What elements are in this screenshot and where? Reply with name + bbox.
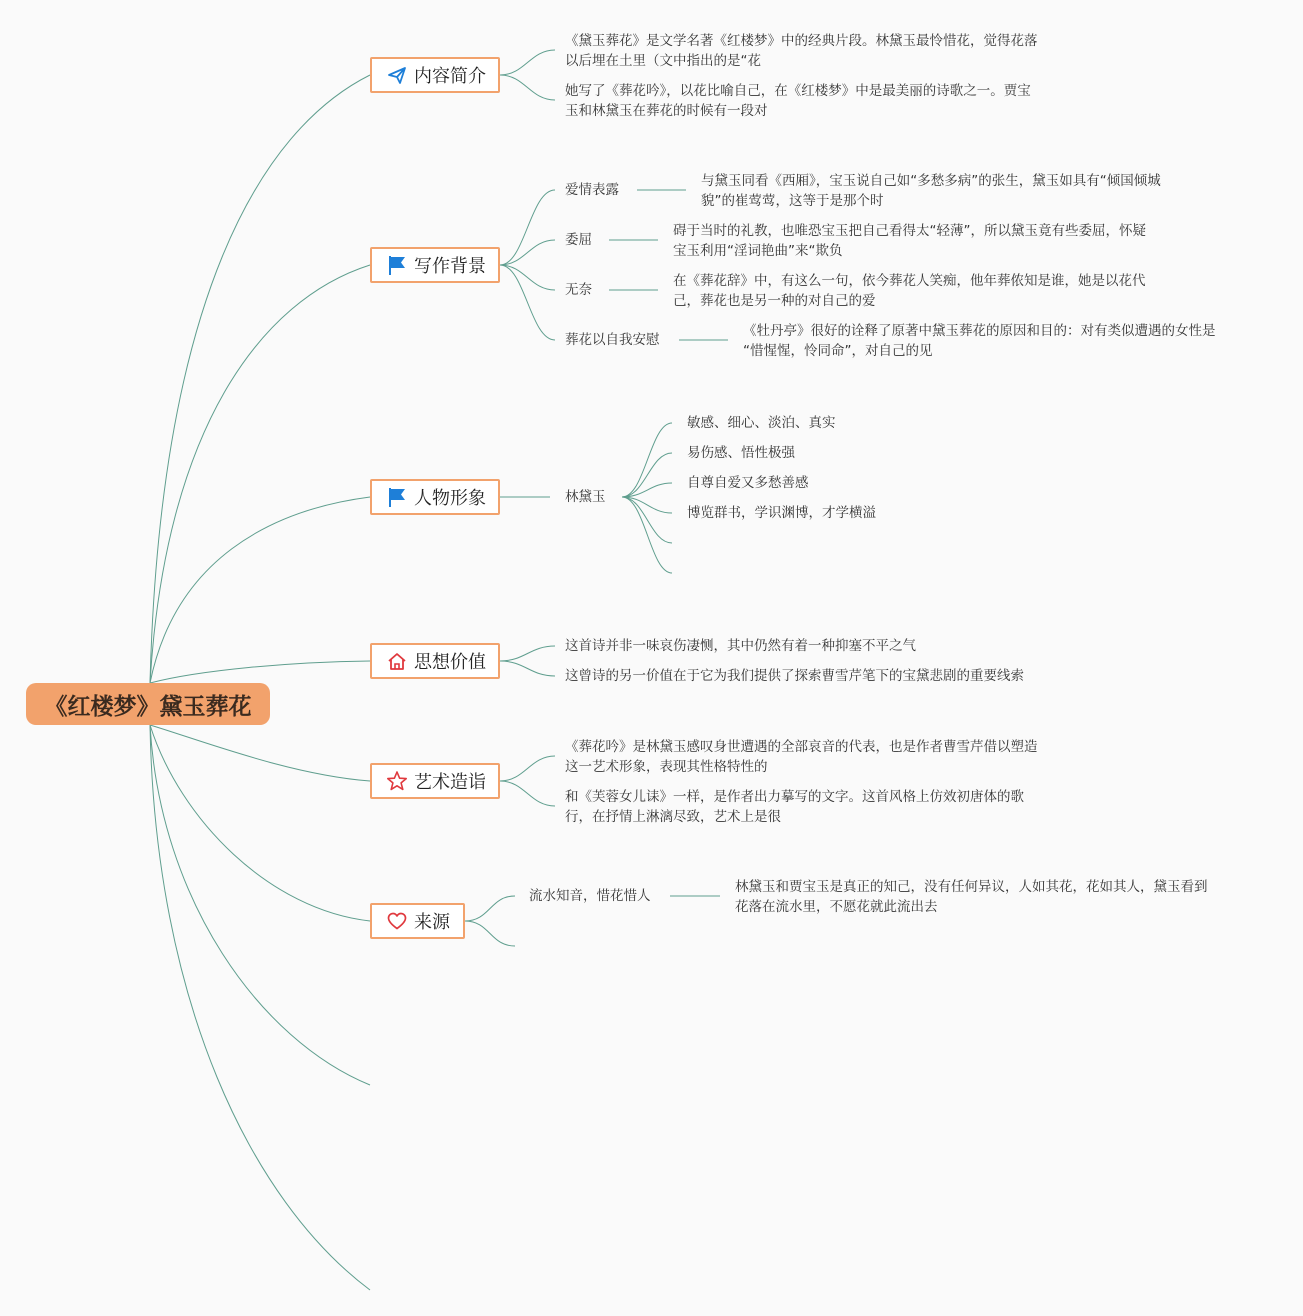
topic-character-label: 人物形象 bbox=[414, 488, 486, 509]
intro-item-2-line-1: 她写了《葬花吟》，以花比喻自己，在《红楼梦》中是最美丽的诗歌之一。贾宝 bbox=[565, 83, 1031, 99]
source-detail[interactable] bbox=[735, 877, 1208, 917]
background-detail-3[interactable] bbox=[673, 271, 1146, 311]
background-sub-2[interactable]: 委屈 bbox=[565, 232, 592, 248]
background-detail-4-line-2: “惜惺惺，怜同命”，对自己的见 bbox=[743, 343, 933, 359]
background-detail-4-line-1: 《牡丹亭》很好的诠释了原著中黛玉葬花的原因和目的：对有类似遭遇的女性是 bbox=[743, 323, 1216, 339]
star-icon bbox=[386, 770, 408, 792]
topic-source[interactable] bbox=[370, 903, 465, 939]
intro-item-1-line-1: 《黛玉葬花》是文学名著《红楼梦》中的经典片段。林黛玉最怜惜花，觉得花落 bbox=[565, 33, 1038, 49]
source-detail-line-1: 林黛玉和贾宝玉是真正的知己，没有任何异议，人如其花，花如其人，黛玉看到 bbox=[735, 879, 1208, 895]
background-detail-1-line-1: 与黛玉同看《西厢》，宝玉说自己如“多愁多病”的张生，黛玉如具有“倾国倾城 bbox=[701, 173, 1161, 189]
source-detail-line-2: 花落在流水里，不愿花就此流出去 bbox=[735, 899, 938, 915]
character-trait-2[interactable]: 易伤感、悟性极强 bbox=[687, 445, 795, 461]
topic-background[interactable] bbox=[370, 247, 500, 283]
intro-item-1[interactable] bbox=[565, 31, 1038, 71]
paper-plane-icon bbox=[386, 64, 408, 86]
flag-icon bbox=[386, 486, 408, 508]
art-item-2-line-1: 和《芙蓉女儿诔》一样，是作者出力摹写的文字。这首风格上仿效初唐体的歌 bbox=[565, 789, 1024, 805]
heart-icon bbox=[386, 910, 408, 932]
background-sub-4[interactable]: 葬花以自我安慰 bbox=[565, 332, 660, 348]
topic-source-label: 来源 bbox=[414, 912, 450, 933]
topic-value-label: 思想价值 bbox=[414, 652, 486, 673]
art-item-1-line-2: 这一艺术形象，表现其性格特性的 bbox=[565, 759, 768, 775]
intro-item-2[interactable] bbox=[565, 81, 1031, 121]
topic-background-label: 写作背景 bbox=[414, 256, 486, 277]
background-detail-2-line-1: 碍于当时的礼教，也唯恐宝玉把自己看得太“轻薄”，所以黛玉竟有些委屈，怀疑 bbox=[673, 223, 1146, 239]
intro-item-2-line-2: 玉和林黛玉在葬花的时候有一段对 bbox=[565, 103, 768, 119]
topic-intro[interactable] bbox=[370, 57, 500, 93]
value-item-1[interactable]: 这首诗并非一味哀伤凄恻，其中仍然有着一种抑塞不平之气 bbox=[565, 638, 916, 654]
art-item-2[interactable] bbox=[565, 787, 1024, 827]
intro-item-1-line-2: 以后埋在土里（文中指出的是“花 bbox=[565, 53, 761, 69]
character-name[interactable]: 林黛玉 bbox=[565, 489, 606, 505]
art-item-1[interactable] bbox=[565, 737, 1038, 777]
root-title: 《红楼梦》黛玉葬花 bbox=[44, 693, 252, 720]
background-detail-2[interactable] bbox=[673, 221, 1146, 261]
art-item-2-line-2: 行，在抒情上淋漓尽致，艺术上是很 bbox=[565, 809, 781, 825]
background-detail-4[interactable] bbox=[743, 321, 1216, 361]
background-sub-1[interactable]: 爱情表露 bbox=[565, 182, 619, 198]
background-detail-1-line-2: 貌”的崔莺莺，这等于是那个时 bbox=[701, 193, 884, 209]
home-icon bbox=[386, 650, 408, 672]
background-detail-1[interactable] bbox=[701, 171, 1161, 211]
topic-art-label: 艺术造诣 bbox=[414, 772, 486, 793]
topic-value[interactable] bbox=[370, 643, 500, 679]
topic-character[interactable] bbox=[370, 479, 500, 515]
source-sub[interactable]: 流水知音，惜花惜人 bbox=[529, 888, 651, 904]
root-topic[interactable] bbox=[26, 683, 270, 725]
topic-intro-label: 内容简介 bbox=[414, 66, 486, 87]
background-detail-2-line-2: 宝玉利用“淫词艳曲”来“欺负 bbox=[673, 243, 843, 259]
flag-icon bbox=[386, 254, 408, 276]
character-trait-4[interactable]: 博览群书，学识渊博，才学横溢 bbox=[687, 505, 876, 521]
background-sub-3[interactable]: 无奈 bbox=[565, 282, 592, 298]
topic-art[interactable] bbox=[370, 763, 500, 799]
background-detail-3-line-2: 己，葬花也是另一种的对自己的爱 bbox=[673, 293, 876, 309]
art-item-1-line-1: 《葬花吟》是林黛玉感叹身世遭遇的全部哀音的代表，也是作者曹雪芹借以塑造 bbox=[565, 739, 1038, 755]
background-detail-3-line-1: 在《葬花辞》中，有这么一句，依今葬花人笑痴，他年葬侬知是谁，她是以花代 bbox=[673, 273, 1146, 289]
character-trait-1[interactable]: 敏感、细心、淡泊、真实 bbox=[687, 415, 836, 431]
value-item-2[interactable]: 这曾诗的另一价值在于它为我们提供了探索曹雪芹笔下的宝黛悲剧的重要线索 bbox=[565, 668, 1024, 684]
character-trait-3[interactable]: 自尊自爱又多愁善感 bbox=[687, 475, 809, 491]
